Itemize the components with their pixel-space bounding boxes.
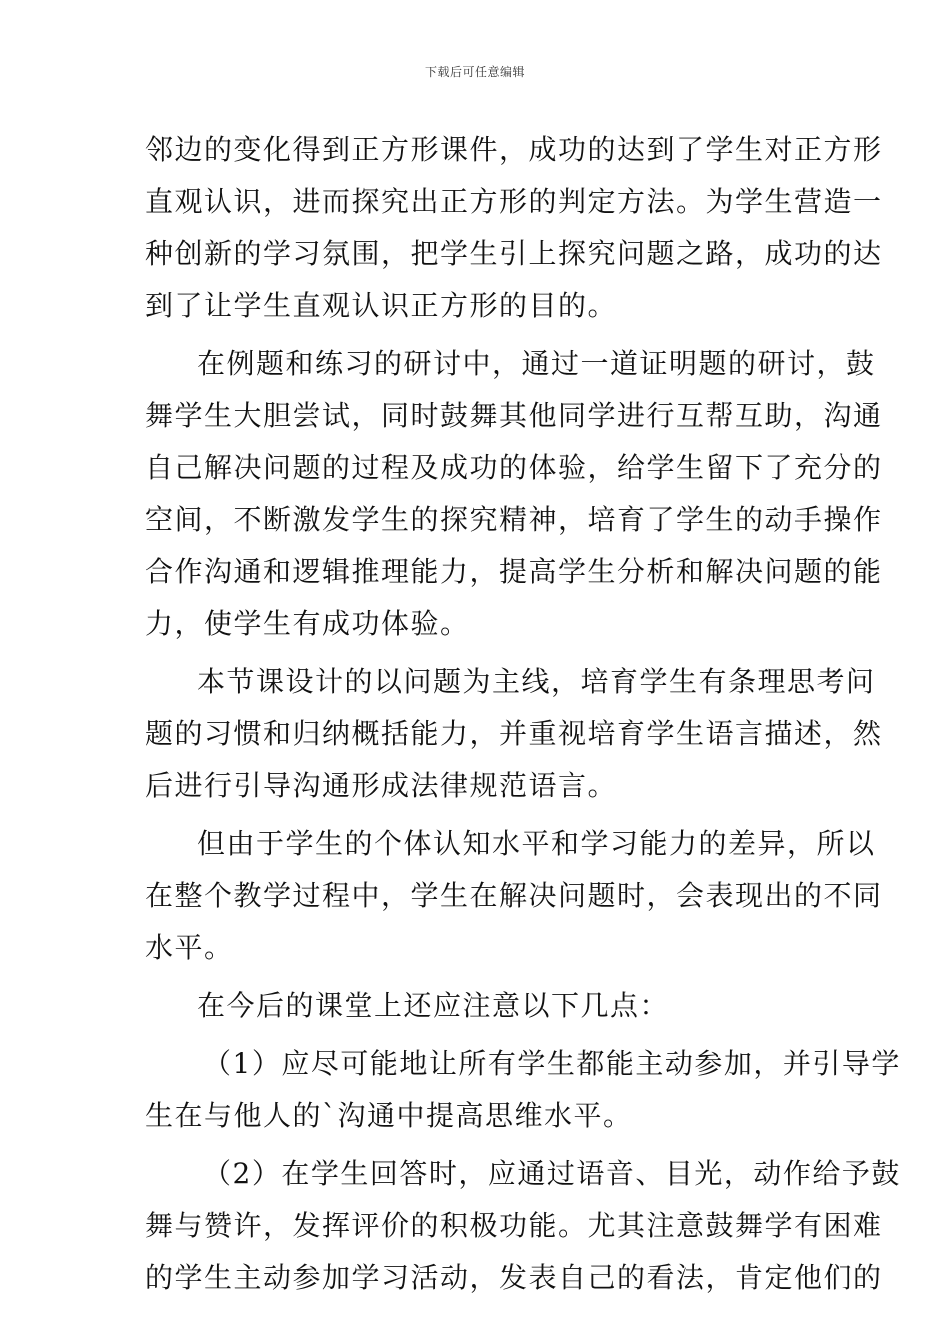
text-line: 空间，不断激发学生的探究精神，培育了学生的动手操作: [145, 503, 883, 536]
paragraph-7: [145, 1148, 901, 1304]
text-line: 邻边的变化得到正方形课件，成功的达到了学生对正方形: [145, 133, 883, 166]
paragraph-3: [145, 656, 883, 812]
text-line: 水平。: [145, 931, 234, 964]
text-line: 到了让学生直观认识正方形的目的。: [145, 289, 618, 322]
text-line: 直观认识，进而探究出正方形的判定方法。为学生营造一: [145, 185, 883, 218]
paragraph-5: [145, 980, 805, 1032]
text-line: 生在与他人的`沟通中提高思维水平。: [145, 1099, 633, 1132]
text-line: 合作沟通和逻辑推理能力，提高学生分析和解决问题的能: [145, 555, 883, 588]
document-body: [145, 124, 901, 1304]
text-line: 在整个教学过程中，学生在解决问题时，会表现出的不同: [145, 879, 883, 912]
text-line: 自己解决问题的过程及成功的体验，给学生留下了充分的: [145, 451, 883, 484]
text-line: 题的习惯和归纳概括能力，并重视培育学生语言描述，然: [145, 717, 883, 750]
paragraph-4: [145, 818, 883, 974]
paragraph-6: [145, 1038, 901, 1142]
paragraph-2: [145, 338, 883, 650]
text-line: 在例题和练习的研讨中，通过一道证明题的研讨，鼓: [197, 347, 876, 380]
text-line: 后进行引导沟通形成法律规范语言。: [145, 769, 618, 802]
text-line: 舞与赞许，发挥评价的积极功能。尤其注意鼓舞学有困难: [145, 1209, 883, 1242]
text-line: （1）应尽可能地让所有学生都能主动参加，并引导学: [203, 1047, 901, 1080]
text-line: 力，使学生有成功体验。: [145, 607, 470, 640]
text-line: 但由于学生的个体认知水平和学习能力的差异，所以: [197, 827, 876, 860]
text-line: 在今后的课堂上还应注意以下几点：: [197, 989, 670, 1022]
text-line: 本节课设计的以问题为主线，培育学生有条理思考问: [197, 665, 876, 698]
page-header: 下载后可任意编辑: [424, 65, 525, 79]
text-line: 舞学生大胆尝试，同时鼓舞其他同学进行互帮互助，沟通: [145, 399, 883, 432]
text-line: （2）在学生回答时，应通过语音、目光，动作给予鼓: [203, 1157, 901, 1190]
text-line: 的学生主动参加学习活动，发表自己的看法，肯定他们的: [145, 1261, 883, 1294]
paragraph-1: [145, 124, 883, 332]
text-line: 种创新的学习氛围，把学生引上探究问题之路，成功的达: [145, 237, 883, 270]
